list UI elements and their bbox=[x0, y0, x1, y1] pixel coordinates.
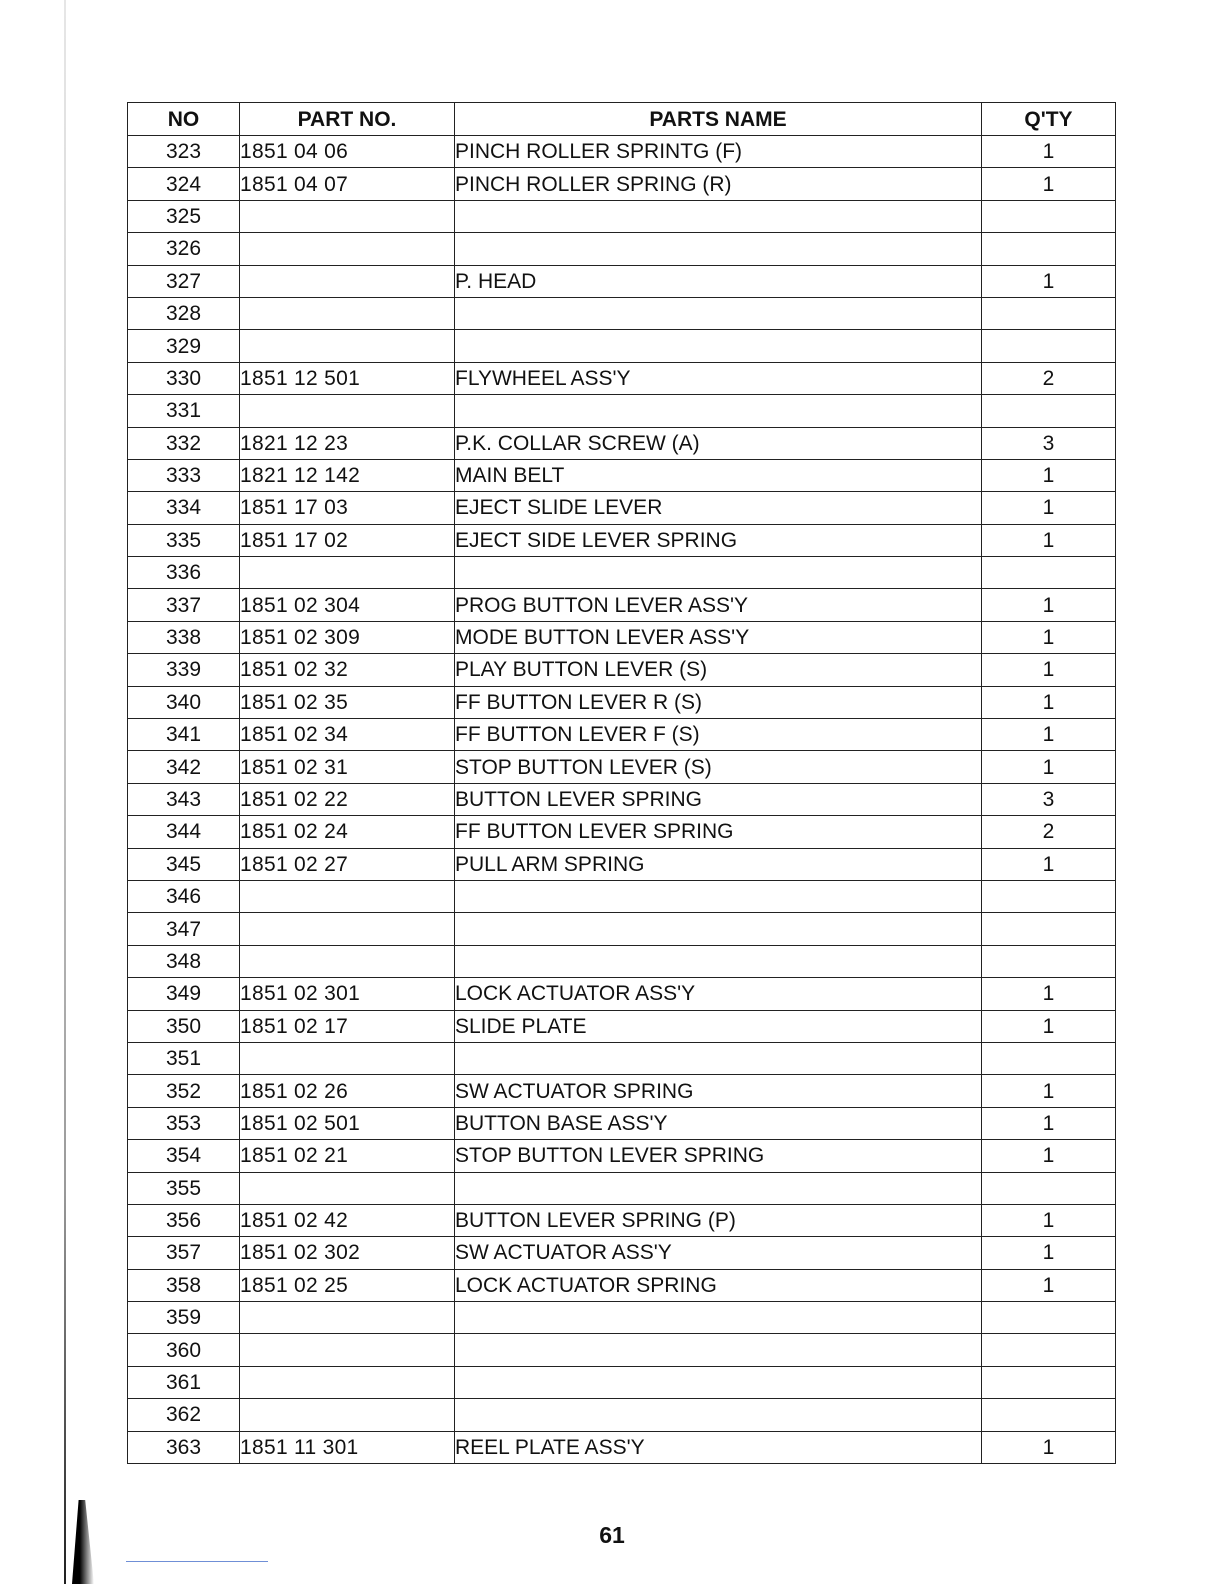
table-row bbox=[128, 330, 1116, 362]
cell-parts-name: SW ACTUATOR SPRING bbox=[455, 1075, 982, 1107]
cell-no: 348 bbox=[128, 945, 240, 977]
table-row bbox=[128, 816, 1116, 848]
cell-part-no bbox=[240, 557, 455, 589]
cell-part-no: 1851 02 22 bbox=[240, 783, 455, 815]
cell-no: 358 bbox=[128, 1269, 240, 1301]
cell-parts-name: FLYWHEEL ASS'Y bbox=[455, 362, 982, 394]
cell-parts-name bbox=[455, 200, 982, 232]
cell-parts-name: FF BUTTON LEVER R (S) bbox=[455, 686, 982, 718]
cell-part-no bbox=[240, 330, 455, 362]
cell-parts-name: FF BUTTON LEVER F (S) bbox=[455, 719, 982, 751]
cell-part-no: 1851 02 301 bbox=[240, 978, 455, 1010]
cell-no: 346 bbox=[128, 880, 240, 912]
cell-parts-name bbox=[455, 945, 982, 977]
cell-qty bbox=[982, 1399, 1116, 1431]
cell-part-no: 1851 02 32 bbox=[240, 654, 455, 686]
cell-part-no: 1851 02 26 bbox=[240, 1075, 455, 1107]
cell-parts-name bbox=[455, 233, 982, 265]
cell-parts-name: SLIDE PLATE bbox=[455, 1010, 982, 1042]
cell-no: 331 bbox=[128, 395, 240, 427]
cell-parts-name bbox=[455, 297, 982, 329]
cell-no: 351 bbox=[128, 1042, 240, 1074]
cell-no: 339 bbox=[128, 654, 240, 686]
cell-no: 354 bbox=[128, 1140, 240, 1172]
table-row bbox=[128, 1107, 1116, 1139]
cell-parts-name: STOP BUTTON LEVER (S) bbox=[455, 751, 982, 783]
cell-qty bbox=[982, 200, 1116, 232]
cell-no: 332 bbox=[128, 427, 240, 459]
cell-parts-name: P. HEAD bbox=[455, 265, 982, 297]
cell-qty: 3 bbox=[982, 783, 1116, 815]
cell-qty: 1 bbox=[982, 1140, 1116, 1172]
cell-no: 327 bbox=[128, 265, 240, 297]
cell-parts-name bbox=[455, 880, 982, 912]
cell-parts-name: SW ACTUATOR ASS'Y bbox=[455, 1237, 982, 1269]
cell-part-no bbox=[240, 1302, 455, 1334]
cell-qty: 1 bbox=[982, 265, 1116, 297]
cell-no: 341 bbox=[128, 719, 240, 751]
page-number: 61 bbox=[599, 1522, 625, 1548]
cell-no: 360 bbox=[128, 1334, 240, 1366]
table-row bbox=[128, 136, 1116, 168]
table-row bbox=[128, 200, 1116, 232]
cell-qty: 1 bbox=[982, 1269, 1116, 1301]
cell-no: 345 bbox=[128, 848, 240, 880]
cell-no: 363 bbox=[128, 1431, 240, 1463]
header-qty: Q'TY bbox=[982, 103, 1116, 136]
table-row bbox=[128, 848, 1116, 880]
cell-parts-name bbox=[455, 330, 982, 362]
cell-qty: 1 bbox=[982, 1010, 1116, 1042]
cell-parts-name: BUTTON BASE ASS'Y bbox=[455, 1107, 982, 1139]
cell-no: 337 bbox=[128, 589, 240, 621]
cell-parts-name: PINCH ROLLER SPRINTG (F) bbox=[455, 136, 982, 168]
cell-part-no: 1851 02 27 bbox=[240, 848, 455, 880]
table-row bbox=[128, 1204, 1116, 1236]
cell-qty bbox=[982, 913, 1116, 945]
cell-parts-name bbox=[455, 913, 982, 945]
cell-qty bbox=[982, 1366, 1116, 1398]
footer-rule bbox=[126, 1561, 268, 1562]
table-row bbox=[128, 719, 1116, 751]
cell-no: 352 bbox=[128, 1075, 240, 1107]
cell-no: 325 bbox=[128, 200, 240, 232]
cell-no: 359 bbox=[128, 1302, 240, 1334]
table-row bbox=[128, 1010, 1116, 1042]
cell-parts-name: EJECT SLIDE LEVER bbox=[455, 492, 982, 524]
cell-part-no: 1851 12 501 bbox=[240, 362, 455, 394]
table-row bbox=[128, 1431, 1116, 1463]
cell-no: 324 bbox=[128, 168, 240, 200]
cell-parts-name: STOP BUTTON LEVER SPRING bbox=[455, 1140, 982, 1172]
cell-part-no: 1851 02 501 bbox=[240, 1107, 455, 1139]
cell-part-no: 1851 02 35 bbox=[240, 686, 455, 718]
cell-part-no: 1851 02 21 bbox=[240, 1140, 455, 1172]
cell-part-no bbox=[240, 945, 455, 977]
table-row bbox=[128, 621, 1116, 653]
cell-no: 330 bbox=[128, 362, 240, 394]
table-row bbox=[128, 557, 1116, 589]
cell-no: 361 bbox=[128, 1366, 240, 1398]
cell-no: 349 bbox=[128, 978, 240, 1010]
cell-qty: 1 bbox=[982, 459, 1116, 491]
cell-qty bbox=[982, 233, 1116, 265]
cell-part-no: 1851 04 06 bbox=[240, 136, 455, 168]
cell-part-no bbox=[240, 880, 455, 912]
cell-qty: 1 bbox=[982, 654, 1116, 686]
cell-no: 335 bbox=[128, 524, 240, 556]
table-row bbox=[128, 978, 1116, 1010]
parts-table bbox=[127, 102, 1116, 1464]
header-part-no: PART NO. bbox=[240, 103, 455, 136]
cell-part-no: 1851 02 42 bbox=[240, 1204, 455, 1236]
parts-table-body bbox=[128, 136, 1116, 1464]
table-row bbox=[128, 945, 1116, 977]
table-row bbox=[128, 913, 1116, 945]
cell-part-no bbox=[240, 1399, 455, 1431]
cell-qty bbox=[982, 330, 1116, 362]
cell-qty: 1 bbox=[982, 1431, 1116, 1463]
scan-edge-shadow bbox=[64, 0, 66, 1584]
cell-part-no: 1851 17 02 bbox=[240, 524, 455, 556]
cell-qty: 1 bbox=[982, 168, 1116, 200]
table-row bbox=[128, 589, 1116, 621]
cell-part-no: 1851 17 03 bbox=[240, 492, 455, 524]
table-row bbox=[128, 1237, 1116, 1269]
cell-no: 334 bbox=[128, 492, 240, 524]
cell-no: 355 bbox=[128, 1172, 240, 1204]
cell-qty: 1 bbox=[982, 492, 1116, 524]
cell-qty: 3 bbox=[982, 427, 1116, 459]
cell-parts-name: P.K. COLLAR SCREW (A) bbox=[455, 427, 982, 459]
cell-no: 357 bbox=[128, 1237, 240, 1269]
cell-no: 328 bbox=[128, 297, 240, 329]
cell-parts-name: FF BUTTON LEVER SPRING bbox=[455, 816, 982, 848]
table-row bbox=[128, 1269, 1116, 1301]
header-no: NO bbox=[128, 103, 240, 136]
cell-part-no bbox=[240, 1334, 455, 1366]
cell-no: 326 bbox=[128, 233, 240, 265]
cell-qty: 1 bbox=[982, 751, 1116, 783]
cell-part-no bbox=[240, 1366, 455, 1398]
cell-part-no bbox=[240, 265, 455, 297]
cell-part-no: 1851 02 302 bbox=[240, 1237, 455, 1269]
cell-no: 350 bbox=[128, 1010, 240, 1042]
cell-qty: 1 bbox=[982, 1204, 1116, 1236]
cell-qty bbox=[982, 1302, 1116, 1334]
cell-qty: 1 bbox=[982, 686, 1116, 718]
cell-parts-name bbox=[455, 1334, 982, 1366]
cell-part-no: 1851 02 31 bbox=[240, 751, 455, 783]
table-row bbox=[128, 783, 1116, 815]
cell-no: 338 bbox=[128, 621, 240, 653]
cell-part-no: 1851 02 34 bbox=[240, 719, 455, 751]
cell-no: 356 bbox=[128, 1204, 240, 1236]
cell-no: 347 bbox=[128, 913, 240, 945]
cell-parts-name bbox=[455, 1172, 982, 1204]
cell-parts-name: PROG BUTTON LEVER ASS'Y bbox=[455, 589, 982, 621]
cell-parts-name: REEL PLATE ASS'Y bbox=[455, 1431, 982, 1463]
cell-qty: 1 bbox=[982, 1075, 1116, 1107]
cell-part-no: 1851 11 301 bbox=[240, 1431, 455, 1463]
table-row bbox=[128, 427, 1116, 459]
cell-part-no bbox=[240, 1042, 455, 1074]
table-row bbox=[128, 751, 1116, 783]
cell-parts-name: PULL ARM SPRING bbox=[455, 848, 982, 880]
cell-qty: 2 bbox=[982, 816, 1116, 848]
table-row bbox=[128, 168, 1116, 200]
cell-qty: 1 bbox=[982, 1107, 1116, 1139]
table-row bbox=[128, 1302, 1116, 1334]
cell-part-no bbox=[240, 200, 455, 232]
cell-part-no: 1851 04 07 bbox=[240, 168, 455, 200]
table-row bbox=[128, 297, 1116, 329]
cell-qty bbox=[982, 1042, 1116, 1074]
header-parts-name: PARTS NAME bbox=[455, 103, 982, 136]
cell-qty bbox=[982, 1172, 1116, 1204]
cell-parts-name: LOCK ACTUATOR SPRING bbox=[455, 1269, 982, 1301]
cell-qty: 1 bbox=[982, 136, 1116, 168]
cell-qty: 1 bbox=[982, 848, 1116, 880]
cell-qty bbox=[982, 557, 1116, 589]
cell-no: 362 bbox=[128, 1399, 240, 1431]
table-row bbox=[128, 686, 1116, 718]
cell-parts-name bbox=[455, 1399, 982, 1431]
cell-part-no bbox=[240, 395, 455, 427]
cell-no: 323 bbox=[128, 136, 240, 168]
cell-parts-name: BUTTON LEVER SPRING bbox=[455, 783, 982, 815]
table-row bbox=[128, 265, 1116, 297]
cell-qty bbox=[982, 395, 1116, 427]
table-row bbox=[128, 1075, 1116, 1107]
cell-no: 329 bbox=[128, 330, 240, 362]
table-row bbox=[128, 492, 1116, 524]
cell-qty: 1 bbox=[982, 621, 1116, 653]
table-row bbox=[128, 1399, 1116, 1431]
cell-no: 342 bbox=[128, 751, 240, 783]
cell-parts-name: PINCH ROLLER SPRING (R) bbox=[455, 168, 982, 200]
cell-qty: 1 bbox=[982, 978, 1116, 1010]
cell-qty: 1 bbox=[982, 589, 1116, 621]
cell-no: 344 bbox=[128, 816, 240, 848]
cell-parts-name bbox=[455, 1042, 982, 1074]
table-row bbox=[128, 880, 1116, 912]
cell-parts-name: BUTTON LEVER SPRING (P) bbox=[455, 1204, 982, 1236]
cell-qty bbox=[982, 1334, 1116, 1366]
cell-qty: 1 bbox=[982, 1237, 1116, 1269]
table-row bbox=[128, 459, 1116, 491]
table-row bbox=[128, 654, 1116, 686]
cell-parts-name: MAIN BELT bbox=[455, 459, 982, 491]
table-row bbox=[128, 395, 1116, 427]
cell-part-no bbox=[240, 233, 455, 265]
cell-qty bbox=[982, 945, 1116, 977]
cell-parts-name bbox=[455, 557, 982, 589]
cell-qty: 1 bbox=[982, 719, 1116, 751]
table-header-row bbox=[128, 103, 1116, 136]
cell-parts-name: LOCK ACTUATOR ASS'Y bbox=[455, 978, 982, 1010]
table-row bbox=[128, 1172, 1116, 1204]
cell-qty bbox=[982, 880, 1116, 912]
table-row bbox=[128, 1140, 1116, 1172]
cell-no: 343 bbox=[128, 783, 240, 815]
table-row bbox=[128, 1042, 1116, 1074]
cell-part-no bbox=[240, 1172, 455, 1204]
cell-parts-name bbox=[455, 1302, 982, 1334]
cell-no: 340 bbox=[128, 686, 240, 718]
table-row bbox=[128, 233, 1116, 265]
table-row bbox=[128, 524, 1116, 556]
cell-qty: 2 bbox=[982, 362, 1116, 394]
cell-part-no: 1851 02 17 bbox=[240, 1010, 455, 1042]
cell-part-no: 1821 12 142 bbox=[240, 459, 455, 491]
cell-parts-name: PLAY BUTTON LEVER (S) bbox=[455, 654, 982, 686]
cell-part-no bbox=[240, 913, 455, 945]
cell-part-no: 1821 12 23 bbox=[240, 427, 455, 459]
table-row bbox=[128, 1334, 1116, 1366]
cell-no: 336 bbox=[128, 557, 240, 589]
cell-parts-name: EJECT SIDE LEVER SPRING bbox=[455, 524, 982, 556]
table-row bbox=[128, 1366, 1116, 1398]
cell-no: 353 bbox=[128, 1107, 240, 1139]
cell-part-no: 1851 02 24 bbox=[240, 816, 455, 848]
cell-part-no bbox=[240, 297, 455, 329]
cell-part-no: 1851 02 309 bbox=[240, 621, 455, 653]
table-row bbox=[128, 362, 1116, 394]
cell-no: 333 bbox=[128, 459, 240, 491]
cell-part-no: 1851 02 304 bbox=[240, 589, 455, 621]
cell-parts-name: MODE BUTTON LEVER ASS'Y bbox=[455, 621, 982, 653]
cell-qty bbox=[982, 297, 1116, 329]
cell-qty: 1 bbox=[982, 524, 1116, 556]
cell-parts-name bbox=[455, 1366, 982, 1398]
cell-parts-name bbox=[455, 395, 982, 427]
cell-part-no: 1851 02 25 bbox=[240, 1269, 455, 1301]
